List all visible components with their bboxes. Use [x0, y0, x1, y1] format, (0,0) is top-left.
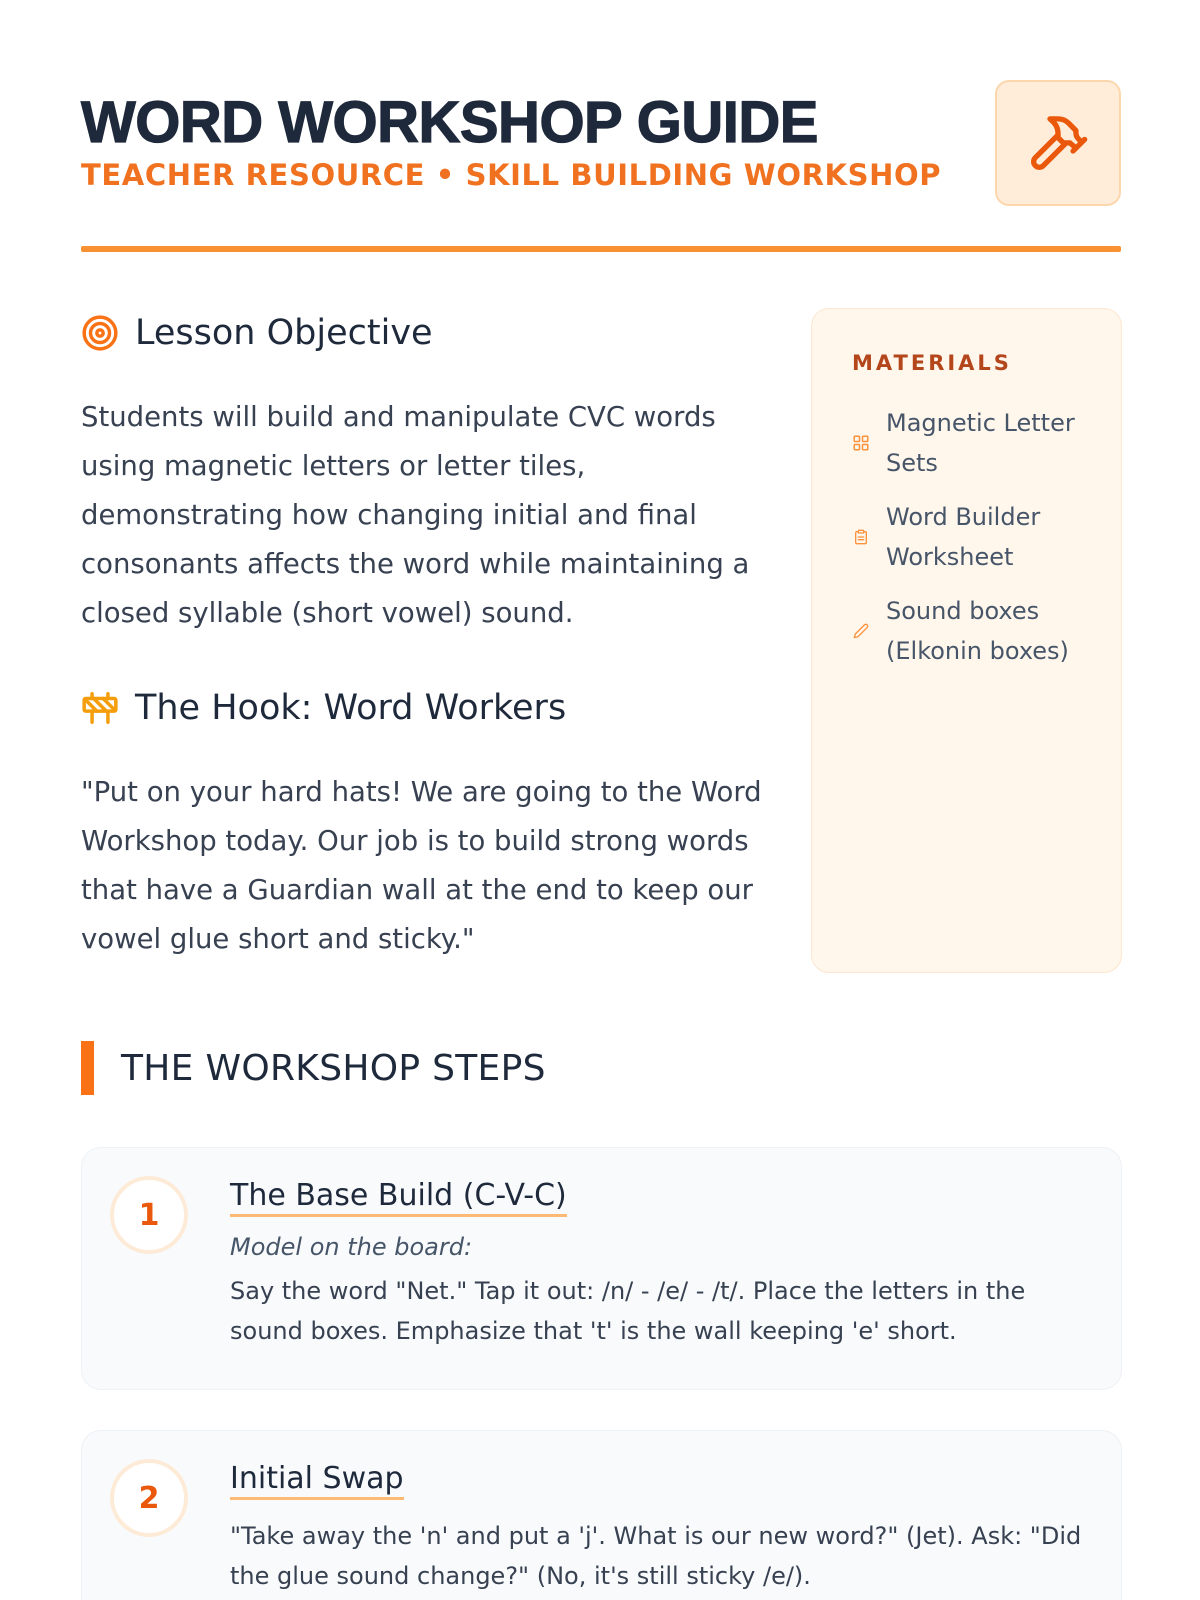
step-title: Initial Swap: [230, 1461, 404, 1500]
materials-title: MATERIALS: [852, 351, 1012, 375]
steps-heading-accent: [81, 1041, 94, 1095]
materials-item: [852, 497, 1081, 577]
step-card: [81, 1430, 1122, 1600]
step-number-badge: 1: [110, 1176, 188, 1254]
hook-text: "Put on your hard hats! We are going to the Word Workshop today. Our job is to build strong words that have a Guardian wall at the end to keep our vowel glue short and sticky.": [81, 776, 762, 955]
materials-list: [852, 403, 1081, 671]
grid-icon: [852, 434, 870, 452]
hook-heading-label: The Hook: Word Workers: [135, 688, 567, 728]
step-text: Say the word "Net." Tap it out: /n/ - /e/ - /t/. Place the letters in the sound boxes. Emphasize that 't' is the wall keeping 'e' short.: [230, 1277, 1026, 1345]
objective-heading: [81, 305, 771, 361]
construction-barrier-icon: [81, 689, 119, 727]
steps-heading: [81, 1041, 546, 1095]
hook-heading: [81, 680, 771, 736]
step-card: [81, 1147, 1122, 1390]
hammer-icon: [1026, 111, 1090, 175]
materials-item-label: Sound boxes (Elkonin boxes): [886, 597, 1069, 665]
page-header: [81, 80, 1121, 255]
pencil-icon: [852, 622, 870, 640]
steps-heading-label: THE WORKSHOP STEPS: [121, 1047, 546, 1089]
materials-item: [852, 591, 1081, 671]
step-number-badge: 2: [110, 1459, 188, 1537]
step-subtitle: Model on the board:: [230, 1233, 473, 1261]
objective-heading-label: Lesson Objective: [135, 313, 433, 353]
objective-text: Students will build and manipulate CVC words using magnetic letters or letter tiles, demonstrating how changing initial and final consonants affects the word while maintaining a closed syllable (short vowel) sound.: [81, 401, 750, 629]
step-content: [230, 1178, 1093, 1351]
page-title: WORD WORKSHOP GUIDE: [81, 90, 818, 155]
page-subtitle: TEACHER RESOURCE • SKILL BUILDING WORKSHOP: [81, 158, 942, 192]
header-divider: [81, 246, 1121, 252]
step-content: [230, 1461, 1093, 1596]
clipboard-icon: [852, 528, 870, 546]
materials-panel: [811, 308, 1122, 973]
materials-item-label: Word Builder Worksheet: [886, 503, 1041, 571]
target-icon: [81, 314, 119, 352]
hammer-badge: [995, 80, 1121, 206]
step-text: "Take away the 'n' and put a 'j'. What is our new word?" (Jet). Ask: "Did the glue sound change?" (No, it's still sticky /e/).: [230, 1522, 1082, 1590]
main-content: [81, 305, 771, 964]
materials-item-label: Magnetic Letter Sets: [886, 409, 1075, 477]
materials-item: [852, 403, 1081, 483]
step-title: The Base Build (C-V-C): [230, 1178, 567, 1217]
